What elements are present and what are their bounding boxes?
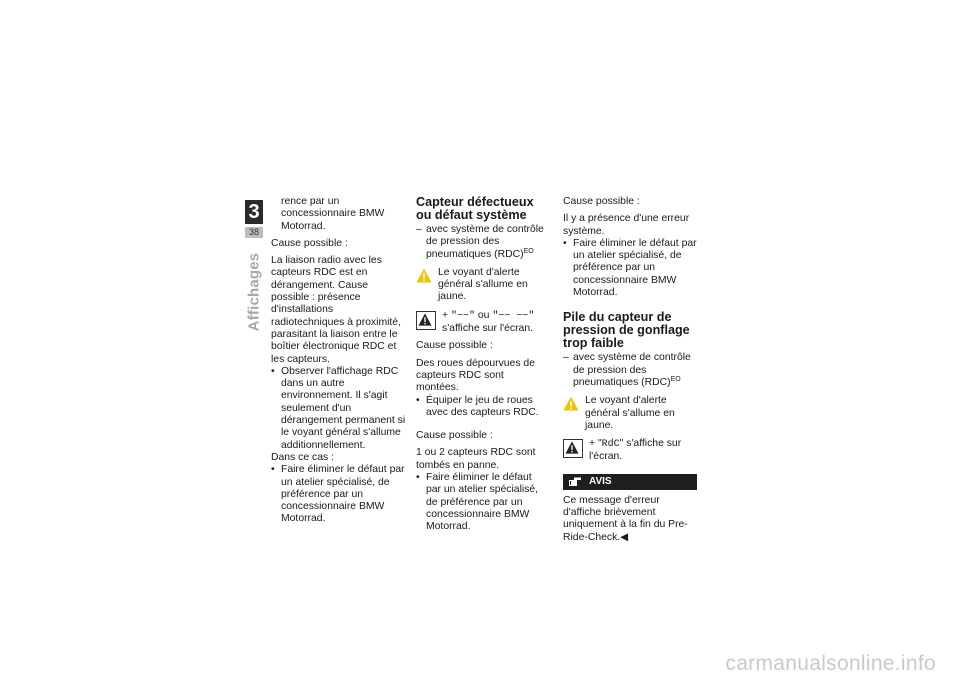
warning-text: Le voyant d'alerte général s'allume en jaune. [438,266,528,303]
warning-black-icon [418,313,432,326]
display-code: RdC [601,439,620,451]
pointing-hand-icon [569,477,581,486]
section-heading: Capteur défectueux ou défaut système [416,195,534,222]
text: s'affiche sur l'écran. [442,323,533,335]
text: " s'affiche sur l'écran. [589,438,682,463]
dash-item [416,224,548,261]
equipment-sup: EO [523,247,534,255]
paragraph: Des roues dépourvues de capteurs RDC sont montées. [416,357,535,394]
display-code: "−− −−" [492,310,535,322]
warning-black-icon [565,441,579,454]
paragraph: Cause possible : [416,430,493,442]
notice-bar [563,474,697,490]
dash-text: avec système de contrôle de pression des pneumatiques (RDC) [426,224,544,260]
text: Ce message d'erreur d'affiche brièvement uniquement à la fin du Pre-Ride-Check. [563,494,688,543]
bullet-item: • Faire éliminer le défaut par un atelier spécialisé, de préférence par un concessionnaire BMW Motorrad. [271,464,407,525]
notice-label: AVIS [589,475,612,487]
paragraph: Cause possible : [271,237,348,249]
text: + [442,309,451,321]
warning-text [442,310,548,336]
notice-text [563,495,697,544]
warning-text: Le voyant d'alerte général s'allume en jaune. [585,395,675,431]
column-3 [563,196,697,544]
bullet-item: • Équiper le jeu de roues avec des capteurs RDC. [416,395,548,420]
dash-text: avec système de contrôle de pression des pneumatiques (RDC) [573,352,691,388]
paragraph: rence par un concessionnaire BMW Motorrad. [281,196,385,232]
dash-item [563,352,697,389]
section-heading: Pile du capteur de pression de gonflage trop faible [563,310,690,351]
display-code: "−−" [450,310,475,322]
section-label: Affichages [245,252,263,332]
warning-black-icon-frame [563,439,583,458]
bullet-item: • Faire éliminer le défaut par un atelier spécialisé, de préférence par un concessionnaire BMW Motorrad. [416,472,548,533]
column-2 [416,196,548,534]
text: + " [589,438,602,450]
warning-row [416,310,548,336]
paragraph: La liaison radio avec les capteurs RDC est en dérangement. Cause possible : présence d'installations radiotechniques à proximité, parasitant la liaison entre le boîtier électronique RDC et les capteurs. [271,255,401,365]
paragraph: Il y a présence d'une erreur système. [563,213,690,237]
warning-text [589,438,697,464]
paragraph: Cause possible : [416,340,493,352]
paragraph: Cause possible : [563,196,640,207]
paragraph: 1 ou 2 capteurs RDC sont tombés en panne. [416,447,536,471]
warning-row [563,438,697,464]
warning-yellow-icon [563,396,579,411]
warning-black-icon-frame [416,311,436,330]
bullet-item: • Faire éliminer le défaut par un atelier spécialisé, de préférence par un concessionnaire BMW Motorrad. [563,238,697,299]
end-mark-icon: ◀ [620,531,629,543]
warning-row [416,267,548,304]
paragraph: Dans ce cas : [271,451,334,463]
warning-yellow-icon [416,268,432,283]
watermark: carmanualsonline.info [725,652,936,675]
warning-row [563,395,697,432]
equipment-sup: EO [670,375,681,383]
text: ou [474,309,493,321]
column-1 [271,196,407,526]
bullet-item: • Observer l'affichage RDC dans un autre environnement. Il s'agit seulement d'un dérangement permanent si le voyant général s'allume additionnellement. [271,366,407,452]
page-number: 38 [245,227,263,238]
chapter-number: 3 [245,200,263,224]
